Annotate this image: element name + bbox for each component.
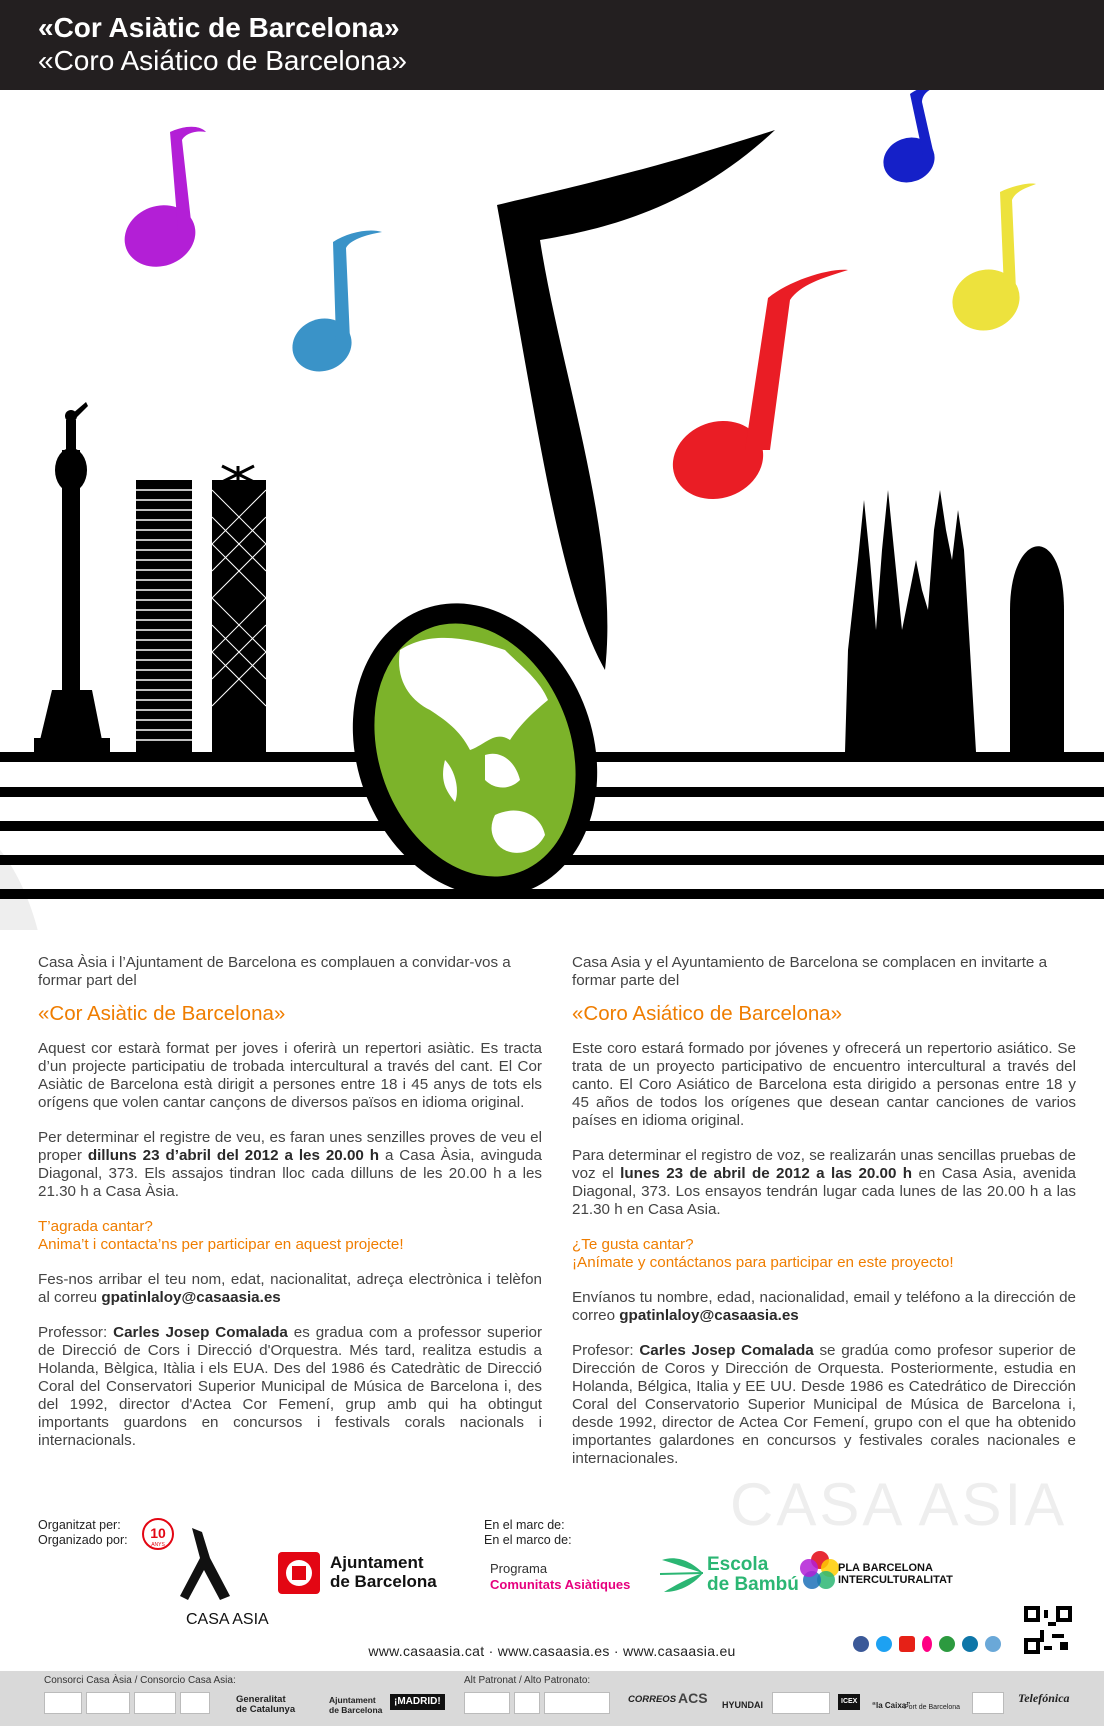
casa-asia-label: CASA ASIA xyxy=(186,1611,269,1628)
note-yellow xyxy=(944,183,1036,339)
youtube-icon[interactable] xyxy=(899,1636,915,1652)
facebook-icon[interactable] xyxy=(853,1636,869,1652)
description-paragraph: Este coro estará formado por jóvenes y ofrecerá un repertorio asiático. Se trata de un proyecto participativo de encuentro intercultural a través del canto. El Coro Asiático de Barcelona esta dirigido a personas entre 18 y 45 años de todos los orígenes que desean cantar canciones de varios países en idioma original. xyxy=(572,1040,1076,1129)
consorci-label: Consorci Casa Àsia / Consorcio Casa Asia: xyxy=(44,1675,236,1686)
alt-patronat-label: Alt Patronat / Alto Patronato: xyxy=(464,1675,591,1686)
professor-paragraph: Professor: Carles Josep Comalada es gradua com a professor superior de Direcció de Cors i Direcció d'Orquestra. Més tard, realitza estudis a Holanda, Bèlgica, Itàlia i els EUA. Des del 1986 és Catedràtic de Direcció Coral del Conservatori Superior Municipal de Música de Barcelona i, des del 1992, director d'Actea Cor Femení, grup amb qui ha obtingut importants guardons en concursos i festivals corals nacionals i internacionals. xyxy=(38,1324,542,1449)
tourism-logo xyxy=(972,1692,1004,1714)
icex-logo: ICEX xyxy=(838,1694,860,1710)
acs-logo: ACS xyxy=(678,1690,708,1706)
footer-sponsor-strip xyxy=(0,1671,1104,1726)
call-to-action: ¿Te gusta cantar? ¡Anímate y contáctanos para participar en este proyecto! xyxy=(572,1236,954,1271)
description-paragraph: Aquest cor estarà format per joves i oferirà un repertori asiàtic. Es tracta d’un projecte participatiu de trobada intercultural a través del cant. El Cor Asiàtic de Barcelona està dirigit a persones entre 18 i 45 anys de tots els orígens que volen cantar cançons de diversos països en idioma original. xyxy=(38,1040,542,1111)
royal-house-logo xyxy=(464,1692,510,1714)
audition-date: dilluns 23 d’abril del 2012 a les 20.00 h xyxy=(87,1147,380,1164)
title-spanish: «Coro Asiático de Barcelona» xyxy=(38,45,407,76)
poster-illustration xyxy=(0,90,1104,930)
note-red xyxy=(662,270,848,512)
anniversary-badge-text: ANYS xyxy=(151,1542,165,1548)
correos-logo: CORREOS xyxy=(628,1694,677,1705)
tower-lattice xyxy=(212,480,266,752)
programa-comunitats-logo: Programa Comunitats Asiàtiques xyxy=(490,1561,631,1592)
audition-date: lunes 23 de abril de 2012 a las 20.00 h xyxy=(620,1165,913,1182)
sagrada-familia-silhouette xyxy=(845,490,976,752)
contact-email[interactable]: gpatinlaloy@casaasia.es xyxy=(619,1307,799,1324)
note-purple xyxy=(116,127,206,277)
main-note-stem xyxy=(497,130,775,670)
qr-code-icon[interactable] xyxy=(1024,1606,1072,1654)
aecid-logo xyxy=(180,1692,210,1714)
intro-text: Casa Àsia i l’Ajuntament de Barcelona es complauen a convidar-vos a formar part del xyxy=(38,954,511,989)
professor-name: Carles Josep Comalada xyxy=(639,1342,814,1359)
professor-paragraph: Profesor: Carles Josep Comalada se gradúa como profesor superior de Dirección de Coros y Dirección de Orquesta. Posteriormente, estudia en Holanda, Bélgica, Italia y EE UU. Desde 1986 es Catedrático de Dirección Coral del Conservatorio Superior Municipal de Música de Barcelona i, desde 1992, director de Actea Cor Femení, grupo con el que ha obtenido importantes galardones en concursos y festivales corales nacionales e internacionales. xyxy=(572,1342,1077,1467)
contact-paragraph: Envíanos tu nombre, edad, nacionalidad, email y teléfono a la dirección de correo gpatinlaloy@casaasia.es xyxy=(572,1289,1076,1324)
port-barcelona-logo: Port de Barcelona xyxy=(904,1704,961,1711)
catalan-column xyxy=(38,954,542,1467)
framework-label: En el marc de: En el marco de: xyxy=(484,1518,572,1547)
ajuntament-footer-logo: Ajuntament de Barcelona xyxy=(329,1695,383,1715)
casa-asia-watermark: CASA ASIA xyxy=(730,1471,1068,1538)
la-caixa-logo: “la Caixa” xyxy=(872,1701,911,1710)
title-catalan: «Cor Asiàtic de Barcelona» xyxy=(38,12,400,43)
header-bar xyxy=(0,0,1104,90)
hyundai-logo: HYUNDAI xyxy=(722,1700,764,1710)
madrid-logo: ¡MADRID! xyxy=(390,1694,445,1710)
flickr-icon[interactable] xyxy=(922,1636,932,1652)
professor-name: Carles Josep Comalada xyxy=(113,1324,288,1341)
pla-barcelona-logo: PLA BARCELONA INTERCULTURALITAT xyxy=(838,1562,953,1586)
generalitat-logo: Generalitat de Catalunya xyxy=(236,1694,296,1715)
choir-subtitle: «Cor Asiàtic de Barcelona» xyxy=(38,1002,286,1025)
escola-de-bambu-logo: Escola de Bambú xyxy=(707,1554,799,1595)
bamboo-leaf-icon xyxy=(658,1548,708,1598)
ministry-logo xyxy=(86,1692,130,1714)
anniversary-badge-number: 10 xyxy=(150,1525,166,1541)
ajuntament-logo-text: Ajuntament de Barcelona xyxy=(330,1553,437,1591)
share-icon[interactable] xyxy=(985,1636,1001,1652)
spanish-column xyxy=(572,954,1076,1485)
tower-striped xyxy=(136,480,192,752)
ministry-logo xyxy=(772,1692,830,1714)
note-blue xyxy=(877,90,941,190)
casa-asia-logo xyxy=(140,1518,240,1618)
intro-text: Casa Asia y el Ayuntamiento de Barcelona se complacen en invitarte a formar parte del xyxy=(572,954,1048,989)
audition-paragraph: Per determinar el registre de veu, es faran unes senzilles proves de veu el proper dilluns 23 d’abril del 2012 a les 20.00 h a Casa Àsia, avinguda Diagonal, 373. Els assajos tindran lloc cada dilluns de les 20.00 h a les 21.30 h a Casa Àsia. xyxy=(38,1129,542,1200)
ministry-logo xyxy=(514,1692,540,1714)
torre-agbar-silhouette xyxy=(1010,546,1064,752)
staff-line xyxy=(0,889,1104,899)
twitter-icon[interactable] xyxy=(876,1636,892,1652)
social-icons xyxy=(853,1636,1008,1657)
audition-paragraph: Para determinar el registro de voz, se realizarán unas sencillas pruebas de voz el lunes 23 de abril de 2012 a las 20.00 h en Casa Asia, avenida Diagonal, 373. Los ensayos tendrán lugar cada lunes de las 20.00 h a las 21.30 h en Casa Asia. xyxy=(572,1147,1076,1218)
ministry-logo xyxy=(544,1692,610,1714)
note-lightblue xyxy=(285,230,382,379)
contact-paragraph: Fes-nos arribar el teu nom, edat, nacionalitat, adreça electrònica i telèfon al correu gpatinlaloy@casaasia.es xyxy=(38,1271,542,1306)
choir-subtitle: «Coro Asiático de Barcelona» xyxy=(572,1002,843,1025)
pla-interculturalitat-flower-icon xyxy=(800,1550,840,1590)
contact-email[interactable]: gpatinlaloy@casaasia.es xyxy=(101,1289,281,1306)
linkedin-icon[interactable] xyxy=(962,1636,978,1652)
ajuntament-shield-icon xyxy=(276,1550,322,1596)
website-urls[interactable]: www.casaasia.cat · www.casaasia.es · www.casaasia.eu xyxy=(368,1643,736,1659)
organized-by-label: Organitzat per: Organizado por: xyxy=(38,1518,128,1547)
call-to-action: T’agrada cantar? Anima’t i contacta’ns per participar en aquest projecte! xyxy=(38,1218,404,1253)
telefonica-logo: Telefónica xyxy=(1018,1691,1070,1705)
ministry-logo xyxy=(134,1692,176,1714)
columbus-monument-silhouette xyxy=(34,402,110,752)
spotify-icon[interactable] xyxy=(939,1636,955,1652)
spanish-ministry-logo xyxy=(44,1692,82,1714)
